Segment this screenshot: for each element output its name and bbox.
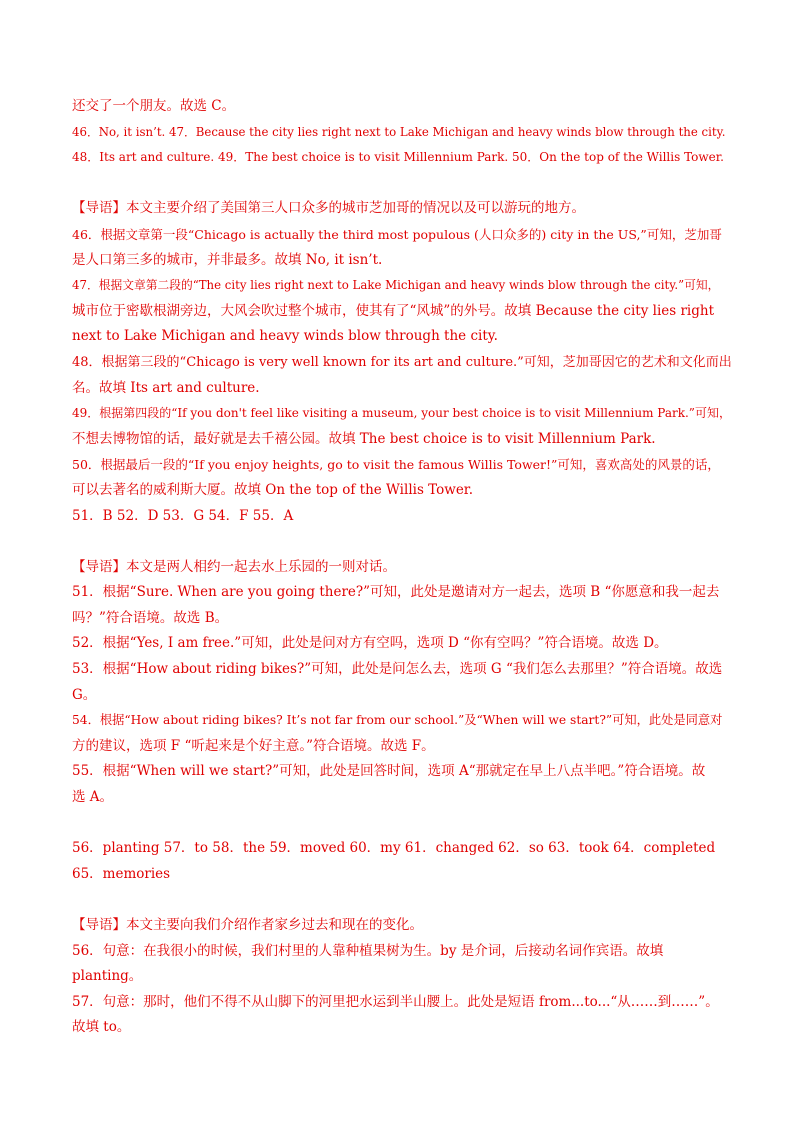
answer-key-page [72, 94, 732, 1041]
paragraph-gap [72, 811, 732, 837]
text-line: 【导语】本文主要向我们介绍作者家乡过去和现在的变化。 [72, 917, 423, 933]
text-line: 城市位于密歇根湖旁边，大风会吹过整个城市，使其有了“风城”的外号。故填 Because the city lies right [72, 302, 715, 319]
text-line: 【导语】本文主要介绍了美国第三人口众多的城市芝加哥的情况以及可以游玩的地方。 [72, 200, 585, 217]
text-line: 方的建议，选项 F “听起来是个好主意。”符合语境。故选 F。 [72, 737, 435, 754]
text-line: 故填 to。 [72, 1019, 131, 1036]
text-line: 65．memories [72, 865, 171, 882]
text-line: 吗？”符合语境。故选 B。 [72, 609, 229, 626]
text-line: next to Lake Michigan and heavy winds blow through the city. [72, 328, 498, 345]
text-line: 47．根据文章第二段的“The city lies right next to Lake Michigan and heavy winds blow through the city.”可知， [72, 278, 720, 293]
text-line: G。 [72, 686, 97, 703]
text-line: 56．句意：在我很小的时候，我们村里的人靠种植果树为生。by 是介词，后接动名词作宾语。故填 [72, 942, 664, 959]
text-line: 53．根据“How about riding bikes?”可知，此处是问怎么去，选项 G “我们怎么去那里？”符合语境。故选 [72, 661, 723, 678]
text-line: 是人口第三多的城市，并非最多。故填 No, it isn’t. [72, 251, 383, 268]
text-line: 48．Its art and culture. 49．The best choice is to visit Millennium Park. 50．On the top of the Willis Tower. [72, 150, 724, 165]
text-line: 还交了一个朋友。故选 C。 [72, 98, 236, 114]
text-line: 48．根据第三段的“Chicago is very well known for its art and culture.”可知，芝加哥因它的艺术和文化而出 [72, 354, 732, 370]
text-line: planting。 [72, 968, 143, 985]
text-line: 49．根据第四段的“If you don't feel like visiting a museum, your best choice is to visit Millennium Park.”可知， [72, 406, 731, 421]
text-line: 46．No, it isn’t. 47．Because the city lies right next to Lake Michigan and heavy winds blow through the city. [72, 124, 726, 139]
text-line: 57．句意：那时，他们不得不从山脚下的河里把水运到半山腰上。此处是短语 from...to...“从……到……”。 [72, 993, 719, 1010]
paragraph-gap [72, 171, 732, 197]
text-line: 51．根据“Sure. When are you going there?”可知，此处是邀请对方一起去，选项 B “你愿意和我一起去 [72, 584, 720, 601]
text-line: 46．根据文章第一段“Chicago is actually the third most populous (人口众多的) city in the US,”可知，芝加哥 [72, 226, 722, 242]
text-line: 不想去博物馆的话，最好就是去千禧公园。故填 The best choice is to visit Millennium Park. [72, 430, 656, 447]
text-line: 55．根据“When will we start?”可知，此处是回答时间，选项 A“那就定在早上八点半吧。”符合语境。故 [72, 763, 706, 780]
text-line: 50．根据最后一段的“If you enjoy heights, go to visit the famous Willis Tower!”可知，喜欢高处的风景的话， [72, 457, 720, 473]
text-line: 名。故填 Its art and culture. [72, 379, 260, 396]
text-line: 54．根据“How about riding bikes? It’s not far from our school.”及“When will we start?”可知，此处是同意对 [72, 713, 723, 728]
text-line: 56．planting 57．to 58．the 59．moved 60．my 61．changed 62．so 63．took 64．completed [72, 840, 716, 857]
text-line: 选 A。 [72, 789, 114, 806]
paragraph-gap [72, 529, 732, 555]
text-line: 52．根据“Yes, I am free.”可知，此处是问对方有空吗，选项 D “你有空吗？”符合语境。故选 D。 [72, 635, 668, 652]
text-line: 可以去著名的威利斯大厦。故填 On the top of the Willis Tower. [72, 481, 474, 498]
text-line: 【导语】本文是两人相约一起去水上乐园的一则对话。 [72, 558, 396, 575]
text-line: 51．B 52．D 53．G 54．F 55．A [72, 507, 294, 524]
paragraph-gap [72, 887, 732, 913]
